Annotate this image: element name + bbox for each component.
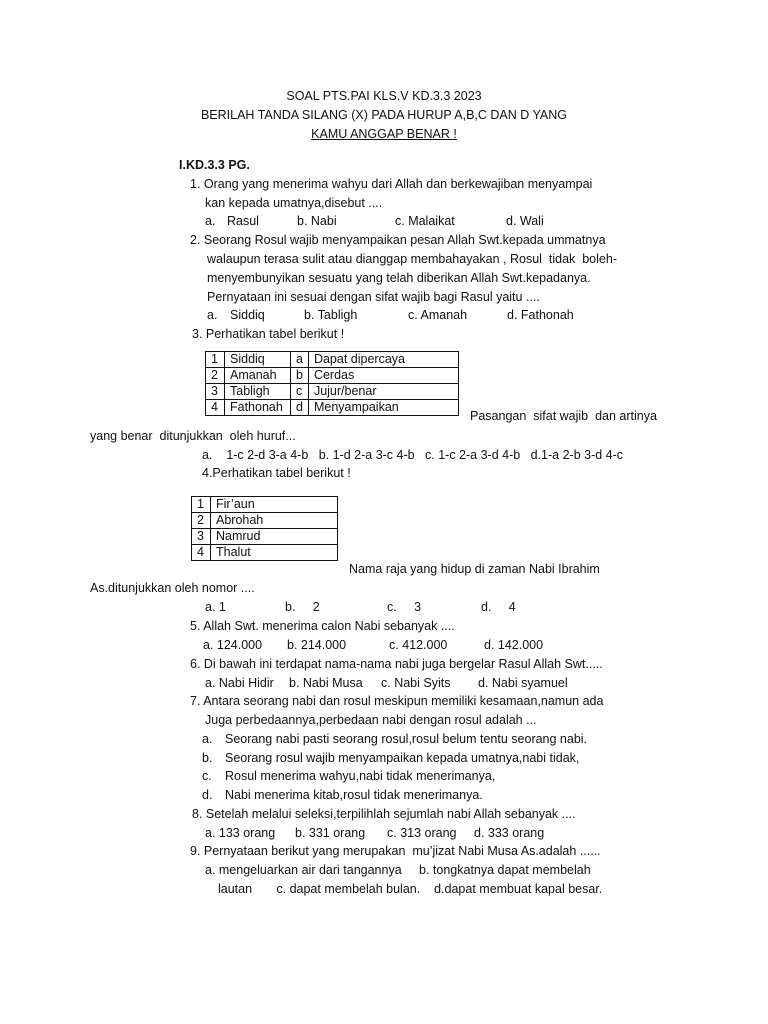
table-cell: 1 [206, 352, 225, 368]
table-cell: 4 [206, 400, 225, 416]
q5-option-d: d. 142.000 [484, 638, 544, 652]
q6-option-b: b. Nabi Musa [289, 676, 363, 690]
table-row [206, 368, 459, 384]
table-row [192, 529, 338, 545]
q7-option-c: Rosul menerima wahyu,nabi tidak menerimanya, [225, 769, 496, 783]
table-cell: Fir’aun [211, 497, 338, 513]
table-row [192, 497, 338, 513]
table-cell: 3 [192, 529, 211, 545]
q7-option-a: Seorang nabi pasti seorang rosul,rosul belum tentu seorang nabi. [225, 732, 588, 746]
question-3-text: Pasangan sifat wajib dan artinya [470, 409, 657, 423]
q7-option-c-letter: c. [202, 769, 212, 783]
question-1-line-2: kan kepada umatnya,disebut .... [205, 196, 383, 210]
q9-options-line-2: lautan c. dapat membelah bulan. d.dapat membuat kapal besar. [218, 882, 603, 896]
question-4-text-cont: As.ditunjukkan oleh nomor .... [90, 581, 255, 595]
q9-options-line-1: a. mengeluarkan air dari tangannya b. tongkatnya dapat membelah [205, 863, 591, 877]
question-2-line-4: Pernyataan ini sesuai dengan sifat wajib bagi Rasul yaitu .... [207, 290, 540, 304]
question-9: 9. Pernyataan berikut yang merupakan mu’jizat Nabi Musa As.adalah ...... [190, 844, 601, 858]
table-cell: Thalut [211, 545, 338, 561]
instruction-line-2: KAMU ANGGAP BENAR ! [311, 127, 457, 141]
question-8: 8. Setelah melalui seleksi,terpilihlah sejumlah nabi Allah sebanyak .... [192, 807, 576, 821]
q2-option-a: Siddiq [230, 308, 265, 322]
q2-option-c: c. Amanah [408, 308, 468, 322]
table-row [192, 513, 338, 529]
q8-option-c: c. 313 orang [387, 826, 457, 840]
question-6: 6. Di bawah ini terdapat nama-nama nabi juga bergelar Rasul Allah Swt..... [190, 657, 603, 671]
table-cell: Amanah [225, 368, 291, 384]
q2-option-a-letter: a. [207, 308, 218, 322]
question-3-intro: 3. Perhatikan tabel berikut ! [192, 327, 345, 341]
q6-option-d: d. Nabi syamuel [478, 676, 568, 690]
q1-option-a-letter: a. [205, 214, 216, 228]
q7-option-b-letter: b. [202, 751, 213, 765]
table-cell: Namrud [211, 529, 338, 545]
q7-option-a-letter: a. [202, 732, 213, 746]
table-row [206, 352, 459, 368]
q4-option-c: c. 3 [387, 600, 422, 614]
table-cell: 3 [206, 384, 225, 400]
table-cell: 4 [192, 545, 211, 561]
q6-option-c: c. Nabi Syits [381, 676, 451, 690]
q8-option-d: d. 333 orang [474, 826, 545, 840]
q3-options: a. 1-c 2-d 3-a 4-b b. 1-d 2-a 3-c 4-b c. 1-c 2-a 3-d 4-b d.1-a 2-b 3-d 4-c [202, 448, 624, 462]
table-cell: Siddiq [225, 352, 291, 368]
q8-option-a: a. 133 orang [205, 826, 276, 840]
table-row [206, 400, 459, 416]
instruction-line-1: BERILAH TANDA SILANG (X) PADA HURUP A,B,C DAN D YANG [200, 108, 568, 122]
question-5: 5. Allah Swt. menerima calon Nabi sebanyak .... [190, 619, 455, 633]
q6-option-a: a. Nabi Hidir [205, 676, 274, 690]
q5-option-b: b. 214.000 [287, 638, 347, 652]
table-cell: 2 [206, 368, 225, 384]
table-cell: a [291, 352, 309, 368]
table-cell: b [291, 368, 309, 384]
question-4-intro: 4.Perhatikan tabel berikut ! [202, 466, 351, 480]
q5-option-a: a. 124.000 [203, 638, 263, 652]
q7-option-d: Nabi menerima kitab,rosul tidak menerimanya. [225, 788, 483, 802]
q1-option-c: c. Malaikat [395, 214, 455, 228]
q4-option-b: b. 2 [285, 600, 320, 614]
question-2-line-3: menyembunyikan sesuatu yang telah diberikan Allah Swt.kepadanya. [207, 271, 591, 285]
table-cell: 1 [192, 497, 211, 513]
q1-option-b: b. Nabi [297, 214, 337, 228]
table-row [192, 545, 338, 561]
q4-option-d: d. 4 [481, 600, 516, 614]
table-row [206, 384, 459, 400]
q8-option-b: b. 331 orang [295, 826, 366, 840]
q4-option-a: a. 1 [205, 600, 226, 614]
question-3-text-cont: yang benar ditunjukkan oleh huruf... [90, 429, 296, 443]
question-2-line-1: 2. Seorang Rosul wajib menyampaikan pesan Allah Swt.kepada ummatnya [190, 233, 606, 247]
table-cell: d [291, 400, 309, 416]
table-cell: Tabligh [225, 384, 291, 400]
table-cell: Jujur/benar [308, 384, 458, 400]
q2-option-d: d. Fathonah [507, 308, 574, 322]
table-cell: Fathonah [225, 400, 291, 416]
q2-option-b: b. Tabligh [304, 308, 358, 322]
question-2-line-2: walaupun terasa sulit atau dianggap membahayakan , Rosul tidak boleh- [207, 252, 617, 266]
q1-option-a: Rasul [227, 214, 259, 228]
question-4-text: Nama raja yang hidup di zaman Nabi Ibrahim [349, 562, 600, 576]
q7-option-d-letter: d. [202, 788, 213, 802]
exam-title: SOAL PTS.PAI KLS.V KD.3.3 2023 [286, 89, 482, 103]
table-cell: Dapat dipercaya [308, 352, 458, 368]
question-1-line-1: 1. Orang yang menerima wahyu dari Allah dan berkewajiban menyampai [190, 177, 593, 191]
table-cell: Menyampaikan [308, 400, 458, 416]
table-cell: c [291, 384, 309, 400]
q7-option-b: Seorang rosul wajib menyampaikan kepada umatnya,nabi tidak, [225, 751, 580, 765]
q1-option-d: d. Wali [506, 214, 544, 228]
question-7-line-2: Juga perbedaannya,perbedaan nabi dengan rosul adalah ... [205, 713, 537, 727]
q5-option-c: c. 412.000 [389, 638, 448, 652]
traits-table [205, 351, 459, 416]
table-cell: 2 [192, 513, 211, 529]
table-cell: Cerdas [308, 368, 458, 384]
question-7-line-1: 7. Antara seorang nabi dan rosul meskipun memiliki kesamaan,namun ada [190, 694, 604, 708]
section-heading: I.KD.3.3 PG. [179, 158, 250, 172]
table-cell: Abrohah [211, 513, 338, 529]
kings-table [191, 496, 338, 561]
